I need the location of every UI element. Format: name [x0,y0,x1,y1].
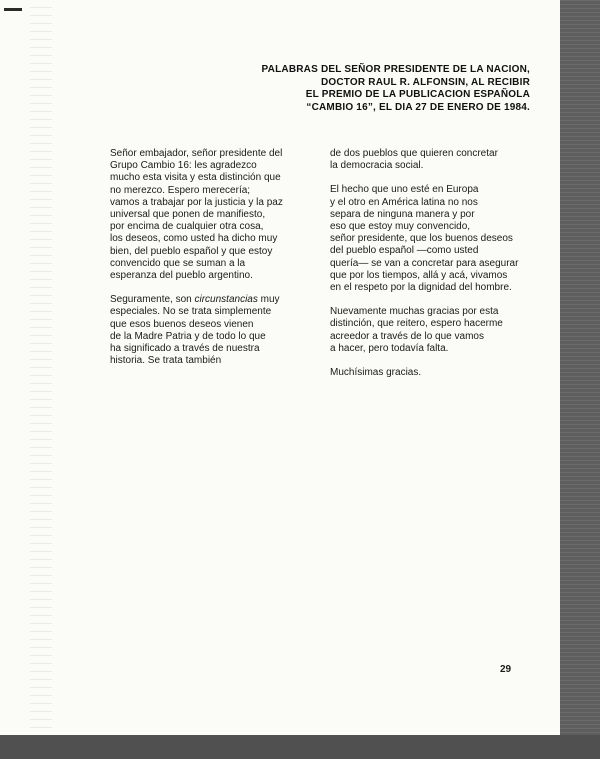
paragraph [330,306,540,355]
heading-line: PALABRAS DEL SEÑOR PRESIDENTE DE LA NACION, [261,64,530,75]
text-line: especiales. No se trata simplemente [110,306,272,318]
text-line: eso que estoy muy convencido, [330,221,471,233]
heading-line: “CAMBIO 16”, EL DIA 27 DE ENERO DE 1984. [306,101,530,113]
text-line: la democracia social. [330,160,424,172]
text-line: los deseos, como usted ha dicho muy [110,233,278,245]
scan-bottom-shadow [0,735,600,759]
text-line: universal que ponen de manifiesto, [110,209,266,221]
text-line: Muchísimas gracias. [330,367,422,379]
text-line: convencido que se suman a la [110,257,246,269]
left-column [110,148,320,379]
text-line: de dos pueblos que quieren concretar [330,148,498,159]
binding-shadow [30,0,52,759]
text-line: señor presidente, que los buenos deseos [330,233,513,245]
scan-mark [4,8,22,11]
text-line: Nuevamente muchas gracias por esta [330,306,499,318]
text-line: por encima de cualquier otra cosa, [110,221,264,233]
text-line: mucho esta visita y esta distinción que [110,172,281,184]
text-line: que por los tiempos, allá y acá, vivamos [330,269,508,281]
scan-right-shadow [560,0,600,759]
text-span: Seguramente, son [110,294,195,306]
text-line: no merezco. Espero merecería; [110,184,251,196]
text-line: y el otro en América latina no nos [330,196,478,208]
text-line: separa de ninguna manera y por [330,208,475,220]
paragraph [330,367,540,379]
text-line: distinción, que reitero, espero hacerme [330,318,503,330]
italic-word: circunstancias [194,294,258,306]
right-column [330,148,540,391]
heading-line: EL PREMIO DE LA PUBLICACION ESPAÑOLA [305,89,530,100]
paragraph [110,148,320,282]
text-line: del pueblo español —como usted [330,245,479,257]
paragraph [330,184,540,294]
text-line: de la Madre Patria y de todo lo que [110,330,266,342]
text-line: que esos buenos deseos vienen [110,318,254,330]
text-line: Señor embajador, señor presidente del [110,148,283,159]
paragraph [110,294,320,367]
text-line: ha significado a través de nuestra [110,343,260,355]
text-line: Grupo Cambio 16: les agradezco [110,160,257,172]
text-line: El hecho que uno esté en Europa [330,184,479,196]
heading-line: DOCTOR RAUL R. ALFONSIN, AL RECIBIR [320,76,530,88]
text-line: historia. Se trata también [110,355,222,367]
text-line: esperanza del pueblo argentino. [110,270,253,282]
text-line [110,294,320,306]
text-span: muy [257,294,280,306]
paragraph [330,148,540,172]
text-line: bien, del pueblo español y que estoy [110,245,273,257]
text-line: en el respeto por la dignidad del hombre. [330,282,512,294]
text-line: vamos a trabajar por la justicia y la paz [110,196,283,208]
text-line: quería— se van a concretar para asegurar [330,257,519,269]
text-line: acreedor a través de lo que vamos [330,330,484,342]
text-line: a hacer, pero todavía falta. [330,342,449,354]
speech-heading [210,64,530,114]
page-number: 29 [500,664,512,675]
